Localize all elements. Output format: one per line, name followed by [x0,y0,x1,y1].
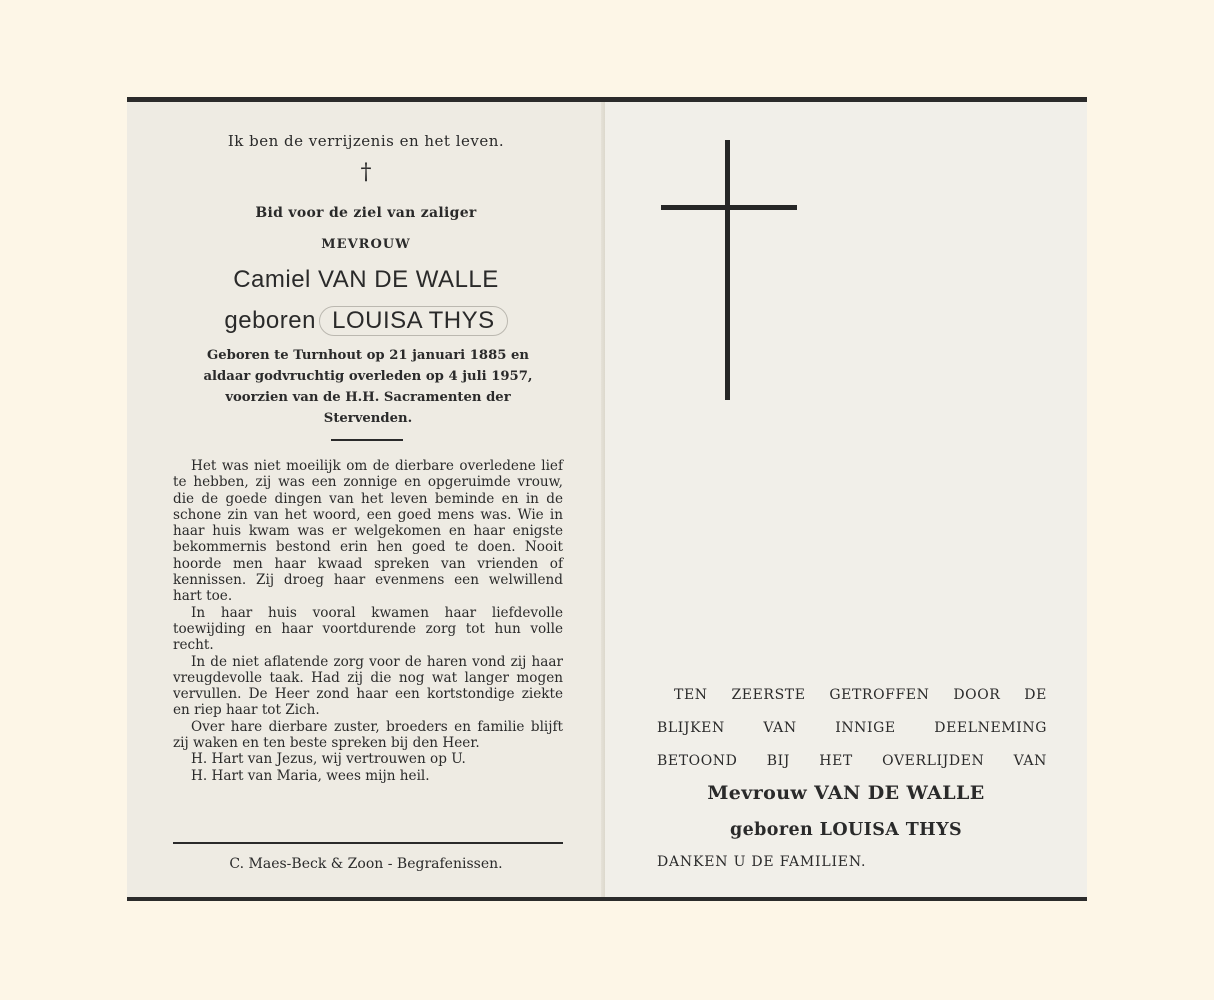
thanks-word: BIJ [766,753,790,769]
thanks-line [657,679,1047,712]
thanks-word: VAN [763,720,797,736]
closing-line: DANKEN U DE FAMILIEN. [657,854,867,870]
details-line: Stervenden. [323,411,413,426]
thanks-word: BLIJKEN [657,720,725,736]
left-page [127,102,605,897]
invocation: H. Hart van Maria, wees mijn heil. [191,767,430,784]
details-line: aldaar godvruchtig overleden op 4 juli 1957, [203,369,533,384]
footer-rule [173,842,563,844]
thanks-word: TEN [674,687,708,703]
thanks-word: DE [1024,687,1047,703]
married-name: Camiel VAN DE WALLE [233,266,499,293]
thanks-word: ZEERSTE [731,687,806,703]
undertaker-footer: C. Maes-Beck & Zoon - Begrafenissen. [229,856,503,872]
maiden-prefix: geboren [224,307,316,334]
thanks-word: DEELNEMING [934,720,1047,736]
invocation: H. Hart van Jezus, wij vertrouwen op U. [191,751,466,768]
thanks-word: OVERLIJDEN [882,753,985,769]
large-cross-icon [725,140,730,400]
thanks-text [657,679,1047,778]
large-cross-arm [661,205,797,210]
details-line: Geboren te Turnhout op 21 januari 1885 en [206,348,530,363]
maiden-name: LOUISA THYS [319,306,507,336]
birth-death-details [173,345,563,429]
divider-rule [331,439,403,441]
thanks-line [657,712,1047,745]
memorial-card [127,97,1087,901]
title-mevrouw: MEVROUW [321,237,411,252]
deceased-maiden-name: geboren LOUISA THYS [729,820,963,840]
thanks-word: DOOR [953,687,1001,703]
thanks-word: VAN [1013,753,1047,769]
eulogy-text [173,458,563,784]
eulogy-paragraph: Het was niet moeilijk om de dierbare overledene lief te hebben, zij was een zonnige en opgeruimde vrouw, die de goede dingen van het leven beminde en in de schone zin van het woord, een goed mens was. Wie in haar huis kwam was er welgekomen en haar enigste bekommernis bestond erin hen goed te doen. Nooit hoorde men haar kwaad spreken van vrienden of kennissen. Zij droeg haar evenmens een welwillend hart toe. [173,458,563,605]
details-line: voorzien van de H.H. Sacramenten der [225,390,511,405]
thanks-line [657,745,1047,778]
deceased-name: Mevrouw VAN DE WALLE [707,782,985,804]
right-page [605,102,1087,897]
eulogy-paragraph: In haar huis vooral kwamen haar liefdevolle toewijding en haar voortdurende zorg tot hun volle recht. [173,604,563,654]
thanks-word: INNIGE [835,720,896,736]
scripture-quote: Ik ben de verrijzenis en het leven. [227,132,505,150]
eulogy-paragraph: Over hare dierbare zuster, broeders en familie blijft zij waken en ten beste spreken bij den Heer. [173,718,563,752]
thanks-word: GETROFFEN [829,687,930,703]
small-cross-icon: † [360,160,372,185]
eulogy-paragraph: In de niet aflatende zorg voor de haren vond zij haar vreugdevolle taak. Had zij die nog wat langer mogen vervullen. De Heer zond haar een kortstondige ziekte en riep haar tot Zich. [173,653,563,719]
prayer-intro: Bid voor de ziel van zaliger [255,205,477,221]
thanks-word: HET [819,753,853,769]
maiden-name-line [127,306,605,336]
thanks-word: BETOOND [657,753,738,769]
